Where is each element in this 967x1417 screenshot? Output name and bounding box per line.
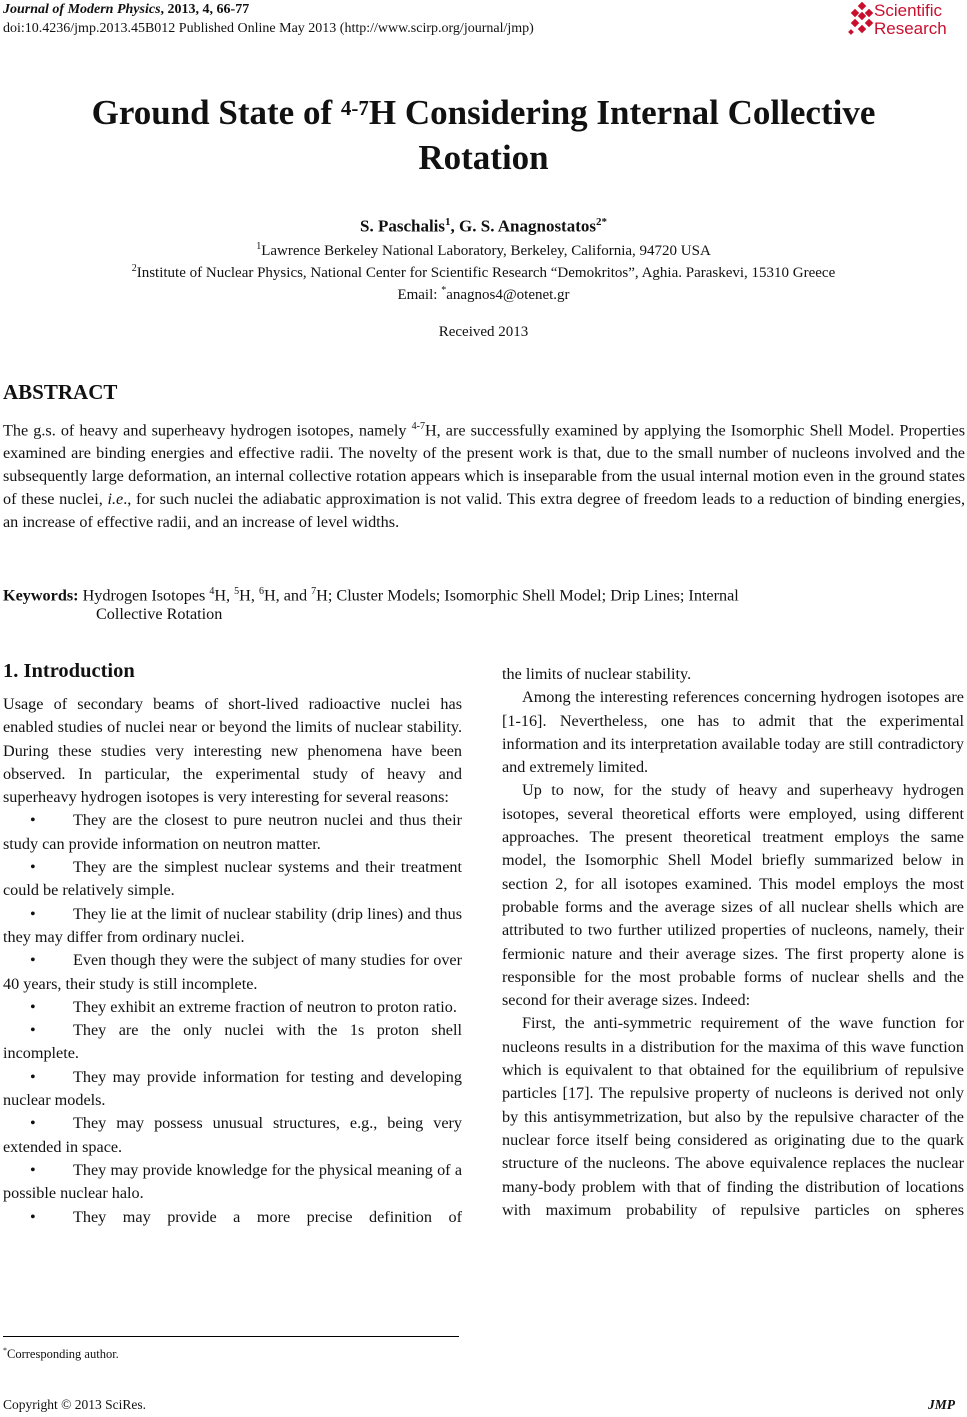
aff-2-text: Institute of Nuclear Physics, National Center for Scientific Research “Demokritos”, Aghia. Paraskevi, 15310 Greece [136, 265, 836, 281]
title-part-2: H Considering Internal Collective [368, 93, 876, 132]
bullet-item [3, 856, 462, 903]
affiliation-2 [0, 260, 967, 282]
kw-s3: 6 [258, 586, 264, 597]
bullet-item [3, 1066, 462, 1113]
bullet-item [3, 1112, 462, 1159]
publisher-logo [848, 0, 966, 44]
bullet-dot: • [30, 1114, 36, 1133]
email-address[interactable]: anagnos4@otenet.gr [446, 287, 570, 303]
section-heading-introduction: 1. Introduction [3, 660, 135, 682]
keywords-label: Keywords: [3, 586, 79, 605]
bullet-item [3, 1019, 462, 1066]
bullet-item [3, 809, 462, 856]
logo-line-2: Research [874, 19, 947, 38]
bullet-item [3, 949, 462, 996]
bullet-item [3, 1159, 462, 1206]
kw-t2: H, [214, 586, 235, 605]
journal-volume: , 2013, 4, 66-77 [160, 2, 250, 17]
received-date: Received 2013 [438, 324, 529, 340]
intro-paragraph-references: Among the interesting references concerning hydrogen isotopes are [1-16]. Nevertheless, one has to admit that the experimental information and its interpretation available today are still contradictory and extremely limited. [502, 688, 964, 777]
bullet-dot: • [30, 1021, 36, 1040]
aff-1-text: Lawrence Berkeley National Laboratory, Berkeley, California, 94720 USA [261, 243, 711, 259]
bullet-text: They exhibit an extreme fraction of neutron to proton ratio. [73, 997, 457, 1016]
footnote-divider [3, 1336, 459, 1337]
author-2: G. S. Anagnostatos [459, 216, 596, 236]
footnote [3, 1343, 119, 1362]
abstract-part-b: H, are successfully examined by applying the Isomorphic Shell Model. Properties examined are binding energies and effective radii. The novelty of the present work is that, due to the small number of nucleons involved and the subsequently large deformation, an internal collective rotation appears which is inseparable from the usual internal motion even in the ground states of these nuclei, [3, 421, 965, 509]
kw-s2: 5 [234, 586, 240, 597]
email-sup: * [441, 285, 447, 296]
bullet-text: They may provide knowledge for the physical meaning of a possible nuclear halo. [3, 1160, 462, 1203]
bullet-item [3, 1206, 462, 1229]
abstract-text [3, 415, 965, 534]
bullet-text: They may possess unusual structures, e.g., being very extended in space. [3, 1114, 462, 1156]
email-label: Email: [397, 287, 442, 303]
right-column [502, 663, 964, 1222]
bullet-dot: • [30, 1160, 36, 1179]
bullet-dot: • [30, 1207, 36, 1226]
title-line-2: Rotation [418, 138, 549, 177]
kw-s1: 4 [209, 586, 215, 597]
logo-line-1: Scientific [874, 1, 943, 20]
copyright: Copyright © 2013 SciRes. [3, 1397, 147, 1412]
paper-title [0, 90, 967, 180]
bullet-dot: • [30, 858, 36, 877]
footnote-sup: * [3, 1346, 7, 1355]
bullet-text: They lie at the limit of nuclear stability (drip lines) and thus they may differ from ordinary nuclei. [3, 904, 462, 946]
keywords-line-2: Collective Rotation [96, 605, 223, 623]
kw-t4: H, and [263, 586, 312, 605]
left-column [3, 693, 462, 1229]
kw-s4: 7 [311, 586, 317, 597]
author-2-sup: 2* [596, 216, 607, 228]
bullet-item [3, 903, 462, 950]
intro-paragraph-theory: Up to now, for the study of heavy and superheavy hydrogen isotopes, several theoretical efforts were employed, using different approaches. The present theoretical treatment employs the same model, the Isomorphic Shell Model briefly summarized below in section 2, for all isotopes examined. This model employs the most probable forms and the average sizes of all nuclear shells which are attributed to two further utilized properties of nucleons, namely, their fermionic nature and their average sizes. The first property alone is responsible for the most probable forms of nuclear shells and the second for their average sizes. Indeed: [502, 781, 964, 1010]
bullet-item [3, 996, 462, 1019]
journal-name: Journal of Modern Physics [3, 2, 161, 17]
abstract-part-c: ., for such nuclei the adiabatic approximation is not valid. This extra degree of freedom leads to a reduction of binding energies, an increase of effective radii, and an increase of level widths. [3, 490, 966, 532]
title-part-1: Ground State of [91, 93, 341, 132]
abstract-heading: ABSTRACT [3, 380, 118, 404]
bullet-dot: • [30, 997, 36, 1016]
bullet-text: They are the only nuclei with the 1s proton shell incomplete. [3, 1021, 462, 1063]
bullet-dot: • [30, 904, 36, 923]
bullet-text: They may provide information for testing and developing nuclear models. [3, 1067, 462, 1110]
intro-paragraph-antisymmetry: First, the anti-symmetric requirement of the wave function for nucleons results in a distribution for the maxima of this wave function which is equivalent to that obtained for the equilibrium of repulsive particles [17]. The repulsive property of nucleons is derived not only by this antisymmetrization, but also by the repulsive character of the nuclear force itself being considered as originating due to the quark structure of the nucleons. The above equivalence replaces the nuclear many-body problem with that of finding the distribution of locations with maximum probability of repulsive particles on spheres [502, 1014, 964, 1219]
title-sup: 4-7 [340, 96, 369, 120]
author-1: S. Paschalis [359, 216, 446, 236]
intro-paragraph-1: Usage of secondary beams of short-lived radioactive nuclei has enabled studies of nuclei near or beyond the limits of nuclear stability. During these studies very interesting new phenomena have been observed. In particular, the experimental study of heavy and superheavy hydrogen isotopes is very interesting for several reasons: [3, 695, 462, 807]
bullet-text: They are the simplest nuclear systems and their treatment could be relatively simple. [3, 858, 462, 900]
aff-2-sup: 2 [131, 263, 137, 274]
bullet-text: They may provide a more precise definition of [73, 1207, 462, 1226]
journal-citation [3, 1, 249, 18]
bullet-dot: • [30, 811, 36, 830]
abstract-part-a: The g.s. of heavy and superheavy hydrogen isotopes, namely [3, 421, 412, 440]
continued-paragraph: the limits of nuclear stability. [502, 665, 692, 683]
abstract-sup: 4-7 [411, 421, 425, 432]
bullet-text: Even though they were the subject of many studies for over 40 years, their study is still incomplete. [3, 951, 462, 993]
email-line [0, 282, 967, 304]
aff-1-sup: 1 [256, 241, 262, 252]
logo-text [874, 2, 947, 38]
author-list [0, 212, 967, 237]
affiliation-1 [0, 238, 967, 260]
bullet-dot: • [30, 951, 36, 970]
abstract-ie: i.e [107, 490, 124, 509]
bullet-text: They are the closest to pure neutron nuclei and thus their study can provide information on neutron matter. [3, 811, 462, 853]
bullet-dot: • [30, 1067, 36, 1086]
kw-t5: H; Cluster Models; Isomorphic Shell Model; Drip Lines; Internal [316, 586, 739, 605]
footnote-text: Corresponding author. [7, 1347, 119, 1362]
kw-t3: H, [239, 586, 259, 605]
author-1-sup: 1 [445, 216, 451, 228]
author-sep: , [450, 216, 460, 236]
kw-t1: Hydrogen Isotopes [78, 586, 210, 605]
doi-line[interactable]: doi:10.4236/jmp.2013.45B012 Published Online May 2013 (http://www.scirp.org/journal/jmp) [3, 21, 534, 36]
journal-abbrev: JMP [928, 1397, 955, 1412]
logo-mark-icon [848, 2, 874, 42]
